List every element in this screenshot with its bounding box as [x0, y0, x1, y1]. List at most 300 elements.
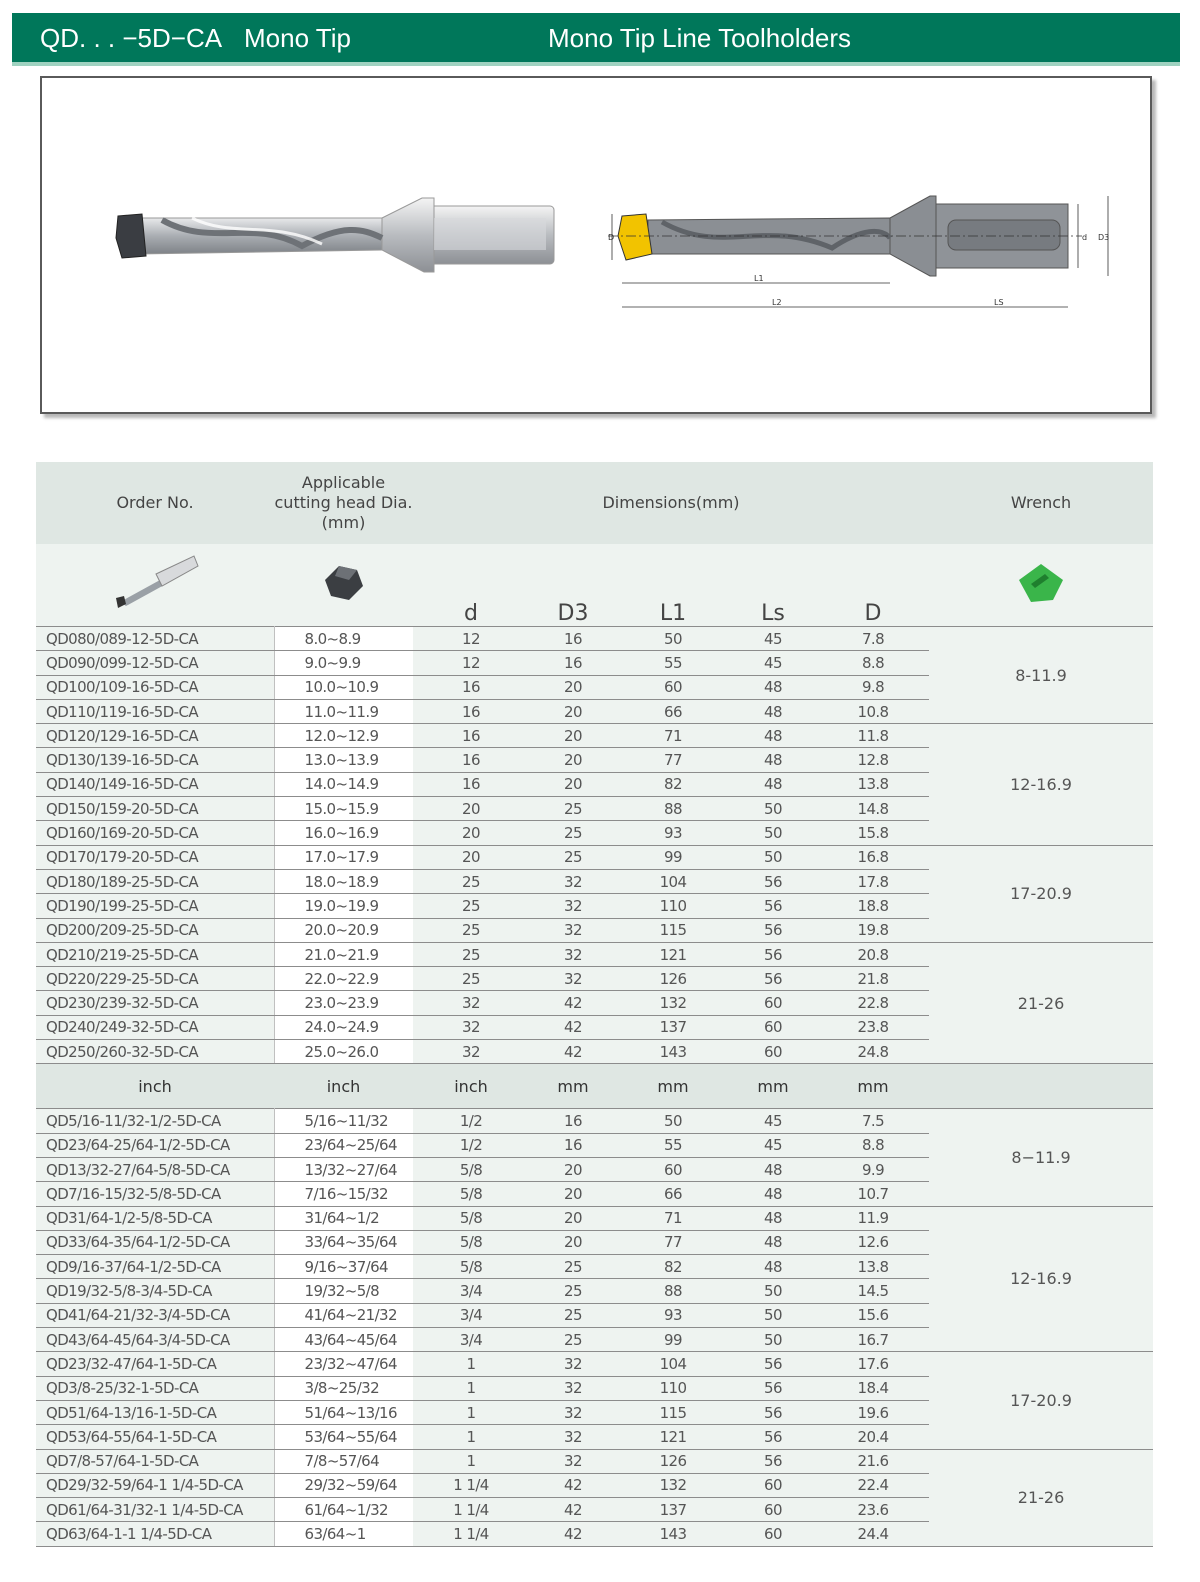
- d-cell: 1 1/4: [413, 1522, 529, 1546]
- drill-drawing: [608, 196, 1109, 307]
- wrench-range-cell: 12-16.9: [929, 724, 1153, 845]
- D-cell: 19.8: [817, 918, 929, 942]
- D3-cell: 20: [529, 1157, 617, 1181]
- L1-cell: 143: [617, 1040, 729, 1064]
- dia-cell: 3/8~25/32: [274, 1376, 413, 1400]
- L1-cell: 55: [617, 1133, 729, 1157]
- wrench-range-cell: 8−11.9: [929, 1109, 1153, 1206]
- d-cell: 5/8: [413, 1182, 529, 1206]
- D-cell: 18.4: [817, 1376, 929, 1400]
- dia-cell: 13.0~13.9: [274, 748, 413, 772]
- dia-cell: 16.0~16.9: [274, 821, 413, 845]
- D-cell: 17.6: [817, 1352, 929, 1376]
- L1-cell: 82: [617, 1255, 729, 1279]
- D-cell: 19.6: [817, 1400, 929, 1424]
- D3-cell: 42: [529, 1498, 617, 1522]
- Ls-cell: 56: [729, 967, 817, 991]
- D3-cell: 42: [529, 1040, 617, 1064]
- order-no-cell: QD150/159-20-5D-CA: [36, 797, 274, 821]
- applicable-header-line2: cutting head Dia.(mm): [274, 493, 413, 532]
- d-cell: 25: [413, 918, 529, 942]
- dia-cell: 10.0~10.9: [274, 675, 413, 699]
- order-no-cell: QD140/149-16-5D-CA: [36, 772, 274, 796]
- D3-cell: 32: [529, 942, 617, 966]
- dia-cell: 19.0~19.9: [274, 894, 413, 918]
- spec-table: [36, 462, 1153, 1547]
- Ls-cell: 56: [729, 1449, 817, 1473]
- D-cell: 24.8: [817, 1040, 929, 1064]
- d-cell: 32: [413, 1015, 529, 1039]
- col-d: d: [413, 544, 529, 627]
- order-no-cell: QD13/32-27/64-5/8-5D-CA: [36, 1157, 274, 1181]
- d-cell: 16: [413, 748, 529, 772]
- dia-cell: 11.0~11.9: [274, 699, 413, 723]
- Ls-cell: 45: [729, 1109, 817, 1133]
- d-cell: 5/8: [413, 1255, 529, 1279]
- drill-photo: [116, 198, 554, 272]
- product-figure: [40, 76, 1152, 414]
- L1-cell: 137: [617, 1015, 729, 1039]
- Ls-cell: 50: [729, 797, 817, 821]
- L1-cell: 60: [617, 675, 729, 699]
- L1-cell: 121: [617, 1425, 729, 1449]
- D3-cell: 20: [529, 675, 617, 699]
- header-banner: [12, 13, 1180, 66]
- dia-cell: 63/64~1: [274, 1522, 413, 1546]
- col-D: D: [817, 544, 929, 627]
- D-cell: 21.6: [817, 1449, 929, 1473]
- dim-LS-label: LS: [994, 298, 1004, 307]
- order-no-cell: QD110/119-16-5D-CA: [36, 699, 274, 723]
- D-cell: 7.5: [817, 1109, 929, 1133]
- dim-L2-label: L2: [772, 298, 782, 307]
- order-no-cell: QD61/64-31/32-1 1/4-5D-CA: [36, 1498, 274, 1522]
- order-no-cell: QD170/179-20-5D-CA: [36, 845, 274, 869]
- dim-D-label: D: [608, 233, 615, 242]
- L1-cell: 143: [617, 1522, 729, 1546]
- D3-cell: 32: [529, 1449, 617, 1473]
- L1-cell: 110: [617, 894, 729, 918]
- wrench-range-cell: 17-20.9: [929, 845, 1153, 942]
- D-cell: 22.8: [817, 991, 929, 1015]
- d-cell: 1 1/4: [413, 1473, 529, 1497]
- Ls-cell: 50: [729, 1328, 817, 1352]
- d-cell: 25: [413, 894, 529, 918]
- unit-cell: mm: [617, 1064, 729, 1109]
- L1-cell: 77: [617, 748, 729, 772]
- table-row: [36, 1352, 1153, 1376]
- order-no-cell: QD31/64-1/2-5/8-5D-CA: [36, 1206, 274, 1230]
- table-row: [36, 1449, 1153, 1473]
- D-cell: 15.8: [817, 821, 929, 845]
- L1-cell: 104: [617, 1352, 729, 1376]
- D-cell: 7.8: [817, 627, 929, 651]
- L1-cell: 66: [617, 1182, 729, 1206]
- d-cell: 16: [413, 772, 529, 796]
- d-cell: 20: [413, 797, 529, 821]
- Ls-cell: 60: [729, 991, 817, 1015]
- d-cell: 1/2: [413, 1133, 529, 1157]
- Ls-cell: 48: [729, 1255, 817, 1279]
- Ls-cell: 48: [729, 748, 817, 772]
- L1-cell: 110: [617, 1376, 729, 1400]
- order-no-cell: QD180/189-25-5D-CA: [36, 869, 274, 893]
- D3-cell: 32: [529, 894, 617, 918]
- D-cell: 16.7: [817, 1328, 929, 1352]
- dia-cell: 20.0~20.9: [274, 918, 413, 942]
- d-cell: 25: [413, 869, 529, 893]
- order-no-cell: QD100/109-16-5D-CA: [36, 675, 274, 699]
- D3-cell: 42: [529, 1522, 617, 1546]
- D-cell: 17.8: [817, 869, 929, 893]
- L1-cell: 88: [617, 1279, 729, 1303]
- order-no-cell: QD120/129-16-5D-CA: [36, 724, 274, 748]
- D3-cell: 32: [529, 918, 617, 942]
- order-no-cell: QD23/64-25/64-1/2-5D-CA: [36, 1133, 274, 1157]
- d-cell: 3/4: [413, 1328, 529, 1352]
- dia-cell: 53/64~55/64: [274, 1425, 413, 1449]
- unit-cell-empty: [929, 1064, 1153, 1109]
- dia-cell: 61/64~1/32: [274, 1498, 413, 1522]
- order-no-cell: QD3/8-25/32-1-5D-CA: [36, 1376, 274, 1400]
- D3-cell: 32: [529, 1352, 617, 1376]
- L1-cell: 126: [617, 1449, 729, 1473]
- table-row: [36, 845, 1153, 869]
- D-cell: 10.7: [817, 1182, 929, 1206]
- dia-cell: 15.0~15.9: [274, 797, 413, 821]
- wrench-range-cell: 12-16.9: [929, 1206, 1153, 1352]
- d-cell: 3/4: [413, 1303, 529, 1327]
- Ls-cell: 56: [729, 1376, 817, 1400]
- order-no-cell: QD220/229-25-5D-CA: [36, 967, 274, 991]
- d-cell: 12: [413, 651, 529, 675]
- order-no-cell: QD190/199-25-5D-CA: [36, 894, 274, 918]
- D3-cell: 25: [529, 1328, 617, 1352]
- table-row: [36, 1109, 1153, 1133]
- dia-cell: 41/64~21/32: [274, 1303, 413, 1327]
- dia-cell: 9/16~37/64: [274, 1255, 413, 1279]
- dia-cell: 23.0~23.9: [274, 991, 413, 1015]
- d-cell: 20: [413, 845, 529, 869]
- Ls-cell: 56: [729, 918, 817, 942]
- Ls-cell: 48: [729, 1182, 817, 1206]
- order-no-header: Order No.: [36, 462, 274, 544]
- Ls-cell: 50: [729, 821, 817, 845]
- d-cell: 16: [413, 724, 529, 748]
- dim-d-label: d: [1082, 233, 1088, 242]
- dia-cell: 7/8~57/64: [274, 1449, 413, 1473]
- dia-cell: 7/16~15/32: [274, 1182, 413, 1206]
- d-cell: 32: [413, 1040, 529, 1064]
- Ls-cell: 48: [729, 1157, 817, 1181]
- wrench-range-cell: 21-26: [929, 942, 1153, 1063]
- D3-cell: 25: [529, 821, 617, 845]
- Ls-cell: 60: [729, 1015, 817, 1039]
- dia-cell: 14.0~14.9: [274, 772, 413, 796]
- D-cell: 20.4: [817, 1425, 929, 1449]
- order-no-cell: QD9/16-37/64-1/2-5D-CA: [36, 1255, 274, 1279]
- page-title: Mono Tip Line Toolholders: [548, 23, 852, 53]
- D-cell: 13.8: [817, 1255, 929, 1279]
- dimensions-header: Dimensions(mm): [413, 462, 929, 544]
- D3-cell: 42: [529, 1473, 617, 1497]
- Ls-cell: 45: [729, 627, 817, 651]
- d-cell: 3/4: [413, 1279, 529, 1303]
- drill-holder-icon: [36, 544, 274, 627]
- d-cell: 20: [413, 821, 529, 845]
- D3-cell: 25: [529, 797, 617, 821]
- D-cell: 23.8: [817, 1015, 929, 1039]
- L1-cell: 55: [617, 651, 729, 675]
- order-no-cell: QD19/32-5/8-3/4-5D-CA: [36, 1279, 274, 1303]
- Ls-cell: 50: [729, 1303, 817, 1327]
- D3-cell: 32: [529, 967, 617, 991]
- wrench-range-cell: 17-20.9: [929, 1352, 1153, 1449]
- L1-cell: 77: [617, 1230, 729, 1254]
- order-no-cell: QD23/32-47/64-1-5D-CA: [36, 1352, 274, 1376]
- dia-cell: 9.0~9.9: [274, 651, 413, 675]
- order-no-cell: QD090/099-12-5D-CA: [36, 651, 274, 675]
- d-cell: 16: [413, 699, 529, 723]
- order-no-cell: QD7/16-15/32-5/8-5D-CA: [36, 1182, 274, 1206]
- D3-cell: 42: [529, 991, 617, 1015]
- order-no-cell: QD41/64-21/32-3/4-5D-CA: [36, 1303, 274, 1327]
- d-cell: 1: [413, 1352, 529, 1376]
- L1-cell: 88: [617, 797, 729, 821]
- d-cell: 1 1/4: [413, 1498, 529, 1522]
- L1-cell: 104: [617, 869, 729, 893]
- D-cell: 13.8: [817, 772, 929, 796]
- Ls-cell: 48: [729, 1206, 817, 1230]
- dia-cell: 19/32~5/8: [274, 1279, 413, 1303]
- d-cell: 1: [413, 1449, 529, 1473]
- D3-cell: 20: [529, 724, 617, 748]
- D-cell: 14.8: [817, 797, 929, 821]
- D-cell: 22.4: [817, 1473, 929, 1497]
- L1-cell: 99: [617, 1328, 729, 1352]
- Ls-cell: 56: [729, 1400, 817, 1424]
- D3-cell: 42: [529, 1015, 617, 1039]
- dim-L1-label: L1: [754, 274, 764, 283]
- D3-cell: 25: [529, 1303, 617, 1327]
- Ls-cell: 45: [729, 1133, 817, 1157]
- unit-cell: inch: [413, 1064, 529, 1109]
- D-cell: 10.8: [817, 699, 929, 723]
- D3-cell: 16: [529, 1133, 617, 1157]
- order-no-cell: QD200/209-25-5D-CA: [36, 918, 274, 942]
- d-cell: 1/2: [413, 1109, 529, 1133]
- dia-cell: 8.0~8.9: [274, 627, 413, 651]
- D3-cell: 20: [529, 748, 617, 772]
- tip-type: Mono Tip: [244, 23, 351, 53]
- drill-illustration: [42, 78, 1150, 412]
- dia-cell: 23/32~47/64: [274, 1352, 413, 1376]
- Ls-cell: 50: [729, 845, 817, 869]
- wrench-range-cell: 21-26: [929, 1449, 1153, 1546]
- table-row: [36, 724, 1153, 748]
- Ls-cell: 45: [729, 651, 817, 675]
- dia-cell: 31/64~1/2: [274, 1206, 413, 1230]
- Ls-cell: 60: [729, 1522, 817, 1546]
- dia-cell: 18.0~18.9: [274, 869, 413, 893]
- col-L1: L1: [617, 544, 729, 627]
- L1-cell: 60: [617, 1157, 729, 1181]
- D3-cell: 20: [529, 699, 617, 723]
- order-no-cell: QD43/64-45/64-3/4-5D-CA: [36, 1328, 274, 1352]
- dia-cell: 23/64~25/64: [274, 1133, 413, 1157]
- Ls-cell: 56: [729, 869, 817, 893]
- d-cell: 5/8: [413, 1157, 529, 1181]
- L1-cell: 115: [617, 918, 729, 942]
- D-cell: 9.8: [817, 675, 929, 699]
- table-row: [36, 1206, 1153, 1230]
- order-no-cell: QD130/139-16-5D-CA: [36, 748, 274, 772]
- unit-row: [36, 1064, 1153, 1109]
- d-cell: 16: [413, 675, 529, 699]
- D-cell: 9.9: [817, 1157, 929, 1181]
- table-row: [36, 942, 1153, 966]
- D3-cell: 20: [529, 1182, 617, 1206]
- dia-cell: 24.0~24.9: [274, 1015, 413, 1039]
- L1-cell: 66: [617, 699, 729, 723]
- dia-cell: 51/64~13/16: [274, 1400, 413, 1424]
- D3-cell: 20: [529, 772, 617, 796]
- D3-cell: 32: [529, 1400, 617, 1424]
- d-cell: 5/8: [413, 1230, 529, 1254]
- d-cell: 25: [413, 942, 529, 966]
- dia-cell: 17.0~17.9: [274, 845, 413, 869]
- D-cell: 11.8: [817, 724, 929, 748]
- D3-cell: 20: [529, 1206, 617, 1230]
- D-cell: 12.6: [817, 1230, 929, 1254]
- Ls-cell: 48: [729, 724, 817, 748]
- D-cell: 8.8: [817, 1133, 929, 1157]
- Ls-cell: 60: [729, 1040, 817, 1064]
- dia-cell: 13/32~27/64: [274, 1157, 413, 1181]
- order-no-cell: QD210/219-25-5D-CA: [36, 942, 274, 966]
- Ls-cell: 56: [729, 894, 817, 918]
- wrench-header: Wrench: [929, 462, 1153, 544]
- Ls-cell: 56: [729, 1425, 817, 1449]
- dia-cell: 22.0~22.9: [274, 967, 413, 991]
- table-row: [36, 627, 1153, 651]
- L1-cell: 82: [617, 772, 729, 796]
- order-no-cell: QD240/249-32-5D-CA: [36, 1015, 274, 1039]
- Ls-cell: 48: [729, 1230, 817, 1254]
- D-cell: 20.8: [817, 942, 929, 966]
- order-no-cell: QD160/169-20-5D-CA: [36, 821, 274, 845]
- d-cell: 1: [413, 1425, 529, 1449]
- dia-cell: 43/64~45/64: [274, 1328, 413, 1352]
- Ls-cell: 56: [729, 1352, 817, 1376]
- L1-cell: 71: [617, 1206, 729, 1230]
- unit-cell: inch: [36, 1064, 274, 1109]
- L1-cell: 50: [617, 627, 729, 651]
- applicable-header-line1: Applicable: [301, 473, 386, 492]
- d-cell: 5/8: [413, 1206, 529, 1230]
- D-cell: 12.8: [817, 748, 929, 772]
- D3-cell: 16: [529, 651, 617, 675]
- unit-cell: inch: [274, 1064, 413, 1109]
- D-cell: 8.8: [817, 651, 929, 675]
- D3-cell: 32: [529, 1425, 617, 1449]
- D-cell: 24.4: [817, 1522, 929, 1546]
- D-cell: 16.8: [817, 845, 929, 869]
- applicable-header: [274, 462, 413, 544]
- D3-cell: 20: [529, 1230, 617, 1254]
- dia-cell: 25.0~26.0: [274, 1040, 413, 1064]
- Ls-cell: 48: [729, 699, 817, 723]
- Ls-cell: 48: [729, 772, 817, 796]
- order-no-cell: QD29/32-59/64-1 1/4-5D-CA: [36, 1473, 274, 1497]
- unit-cell: mm: [729, 1064, 817, 1109]
- L1-cell: 137: [617, 1498, 729, 1522]
- D-cell: 11.9: [817, 1206, 929, 1230]
- d-cell: 1: [413, 1400, 529, 1424]
- L1-cell: 126: [617, 967, 729, 991]
- L1-cell: 132: [617, 1473, 729, 1497]
- d-cell: 12: [413, 627, 529, 651]
- cutting-head-icon: [274, 544, 413, 627]
- dim-D3-label: D3: [1098, 233, 1110, 242]
- dia-cell: 33/64~35/64: [274, 1230, 413, 1254]
- dia-cell: 12.0~12.9: [274, 724, 413, 748]
- order-no-cell: QD53/64-55/64-1-5D-CA: [36, 1425, 274, 1449]
- L1-cell: 93: [617, 821, 729, 845]
- Ls-cell: 60: [729, 1498, 817, 1522]
- col-Ls: Ls: [729, 544, 817, 627]
- D3-cell: 32: [529, 1376, 617, 1400]
- order-no-cell: QD63/64-1-1 1/4-5D-CA: [36, 1522, 274, 1546]
- D-cell: 23.6: [817, 1498, 929, 1522]
- order-no-cell: QD230/239-32-5D-CA: [36, 991, 274, 1015]
- dia-cell: 5/16~11/32: [274, 1109, 413, 1133]
- D-cell: 15.6: [817, 1303, 929, 1327]
- d-cell: 32: [413, 991, 529, 1015]
- Ls-cell: 56: [729, 942, 817, 966]
- dia-cell: 21.0~21.9: [274, 942, 413, 966]
- order-no-cell: QD51/64-13/16-1-5D-CA: [36, 1400, 274, 1424]
- model-code: QD. . . −5D−CA: [40, 23, 223, 53]
- wrench-icon: [929, 544, 1153, 627]
- Ls-cell: 48: [729, 675, 817, 699]
- D3-cell: 16: [529, 1109, 617, 1133]
- L1-cell: 93: [617, 1303, 729, 1327]
- unit-cell: mm: [529, 1064, 617, 1109]
- D3-cell: 16: [529, 627, 617, 651]
- Ls-cell: 60: [729, 1473, 817, 1497]
- d-cell: 1: [413, 1376, 529, 1400]
- L1-cell: 115: [617, 1400, 729, 1424]
- d-cell: 25: [413, 967, 529, 991]
- order-no-cell: QD33/64-35/64-1/2-5D-CA: [36, 1230, 274, 1254]
- L1-cell: 50: [617, 1109, 729, 1133]
- order-no-cell: QD7/8-57/64-1-5D-CA: [36, 1449, 274, 1473]
- unit-cell: mm: [817, 1064, 929, 1109]
- D3-cell: 25: [529, 1255, 617, 1279]
- D3-cell: 25: [529, 1279, 617, 1303]
- order-no-cell: QD5/16-11/32-1/2-5D-CA: [36, 1109, 274, 1133]
- D-cell: 14.5: [817, 1279, 929, 1303]
- L1-cell: 121: [617, 942, 729, 966]
- order-no-cell: QD080/089-12-5D-CA: [36, 627, 274, 651]
- L1-cell: 99: [617, 845, 729, 869]
- D3-cell: 32: [529, 869, 617, 893]
- order-no-cell: QD250/260-32-5D-CA: [36, 1040, 274, 1064]
- Ls-cell: 50: [729, 1279, 817, 1303]
- D-cell: 21.8: [817, 967, 929, 991]
- D-cell: 18.8: [817, 894, 929, 918]
